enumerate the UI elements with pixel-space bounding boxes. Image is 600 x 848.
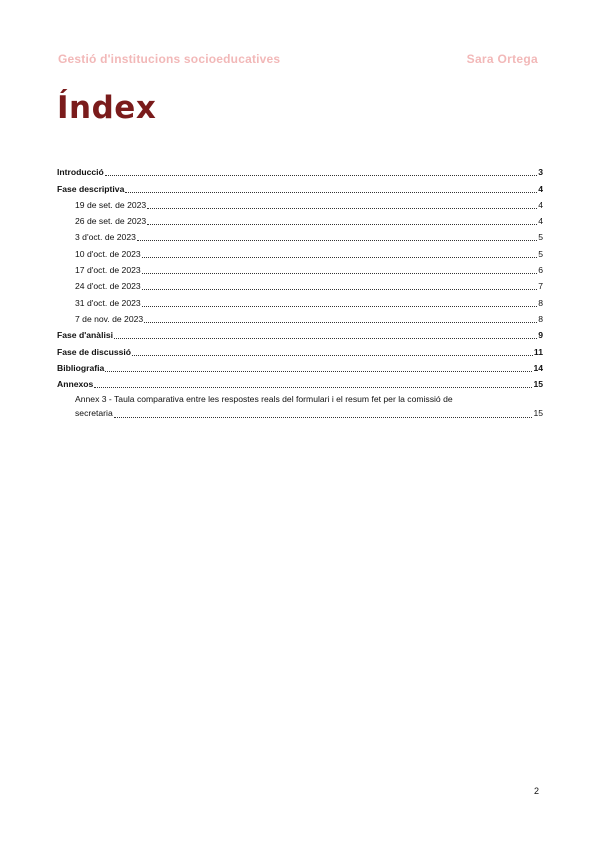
toc-leader-dots xyxy=(125,192,537,193)
toc-entry-page: 8 xyxy=(538,313,543,324)
toc-entry-label: 7 de nov. de 2023 xyxy=(75,313,144,324)
toc-entry-bibliografia[interactable] xyxy=(57,358,543,374)
toc-subentry[interactable] xyxy=(57,309,543,325)
toc-leader-dots xyxy=(142,257,538,258)
toc-subentry[interactable] xyxy=(57,292,543,308)
toc-leader-dots xyxy=(142,289,538,290)
toc-leader-dots xyxy=(137,240,537,241)
toc-entry-introduccio[interactable] xyxy=(57,162,543,178)
toc-leader-dots xyxy=(105,175,537,176)
toc-subentry[interactable] xyxy=(57,276,543,292)
toc-entry-page: 5 xyxy=(538,248,543,259)
toc-entry-page: 7 xyxy=(538,281,543,292)
toc-leader-dots xyxy=(144,322,537,323)
toc-entry-page: 8 xyxy=(538,297,543,308)
toc-leader-dots xyxy=(105,371,532,372)
toc-leader-dots xyxy=(114,338,537,339)
toc-leader-dots xyxy=(147,224,537,225)
toc-entry-label: Fase de discussió xyxy=(57,346,132,357)
toc-entry-page: 15 xyxy=(533,379,543,390)
toc-subentry[interactable] xyxy=(57,227,543,243)
toc-subentry[interactable] xyxy=(57,195,543,211)
toc-entry-page: 4 xyxy=(538,183,543,194)
toc-entry-annex-3[interactable] xyxy=(57,392,543,420)
toc-entry-page: 4 xyxy=(538,216,543,227)
toc-entry-label: 31 d'oct. de 2023 xyxy=(75,297,141,308)
toc-entry-label: 17 d'oct. de 2023 xyxy=(75,265,141,276)
toc-entry-page: 9 xyxy=(538,330,543,341)
page-number: 2 xyxy=(534,786,540,796)
toc-entry-page: 6 xyxy=(538,265,543,276)
toc-entry-fase-analisi[interactable] xyxy=(57,325,543,341)
toc-entry-fase-discussio[interactable] xyxy=(57,341,543,357)
toc-leader-dots xyxy=(147,208,537,209)
toc-entry-label-line1: Annex 3 - Taula comparativa entre les respostes reals del formulari i el resum fet per la comissió de xyxy=(75,394,453,405)
toc-entry-label: 10 d'oct. de 2023 xyxy=(75,248,141,259)
toc-entry-page: 14 xyxy=(533,362,543,373)
toc-entry-label: Bibliografia xyxy=(57,362,105,373)
toc-entry-label: 19 de set. de 2023 xyxy=(75,199,147,210)
toc-entry-label: 3 d'oct. de 2023 xyxy=(75,232,136,243)
toc-entry-label: Fase d'anàlisi xyxy=(57,330,114,341)
toc-subentry[interactable] xyxy=(57,243,543,259)
toc-entry-page: 4 xyxy=(538,199,543,210)
toc-leader-dots xyxy=(94,387,532,388)
toc-entry-page: 3 xyxy=(538,167,543,178)
toc-entry-label: Introducció xyxy=(57,167,104,178)
toc-subentry[interactable] xyxy=(57,211,543,227)
table-of-contents xyxy=(57,162,543,420)
toc-entry-label: 24 d'oct. de 2023 xyxy=(75,281,141,292)
toc-leader-dots xyxy=(132,355,533,356)
toc-entry-label: Fase descriptiva xyxy=(57,183,125,194)
toc-entry-label: Annexos xyxy=(57,379,94,390)
toc-leader-dots xyxy=(142,306,538,307)
toc-leader-dots xyxy=(142,273,538,274)
toc-subentry[interactable] xyxy=(57,260,543,276)
toc-entry-annexos[interactable] xyxy=(57,374,543,390)
toc-leader-dots xyxy=(114,417,533,418)
toc-entry-fase-descriptiva[interactable] xyxy=(57,178,543,194)
header-author-name: Sara Ortega xyxy=(466,52,538,66)
page-title: Índex xyxy=(57,90,157,126)
toc-entry-page: 15 xyxy=(533,408,543,419)
toc-entry-label-line2: secretaria xyxy=(75,408,113,419)
toc-entry-label: 26 de set. de 2023 xyxy=(75,216,147,227)
toc-entry-page: 11 xyxy=(533,346,543,357)
toc-entry-page: 5 xyxy=(538,232,543,243)
page-header xyxy=(56,52,540,68)
header-course-title: Gestió d'institucions socioeducatives xyxy=(58,52,281,66)
